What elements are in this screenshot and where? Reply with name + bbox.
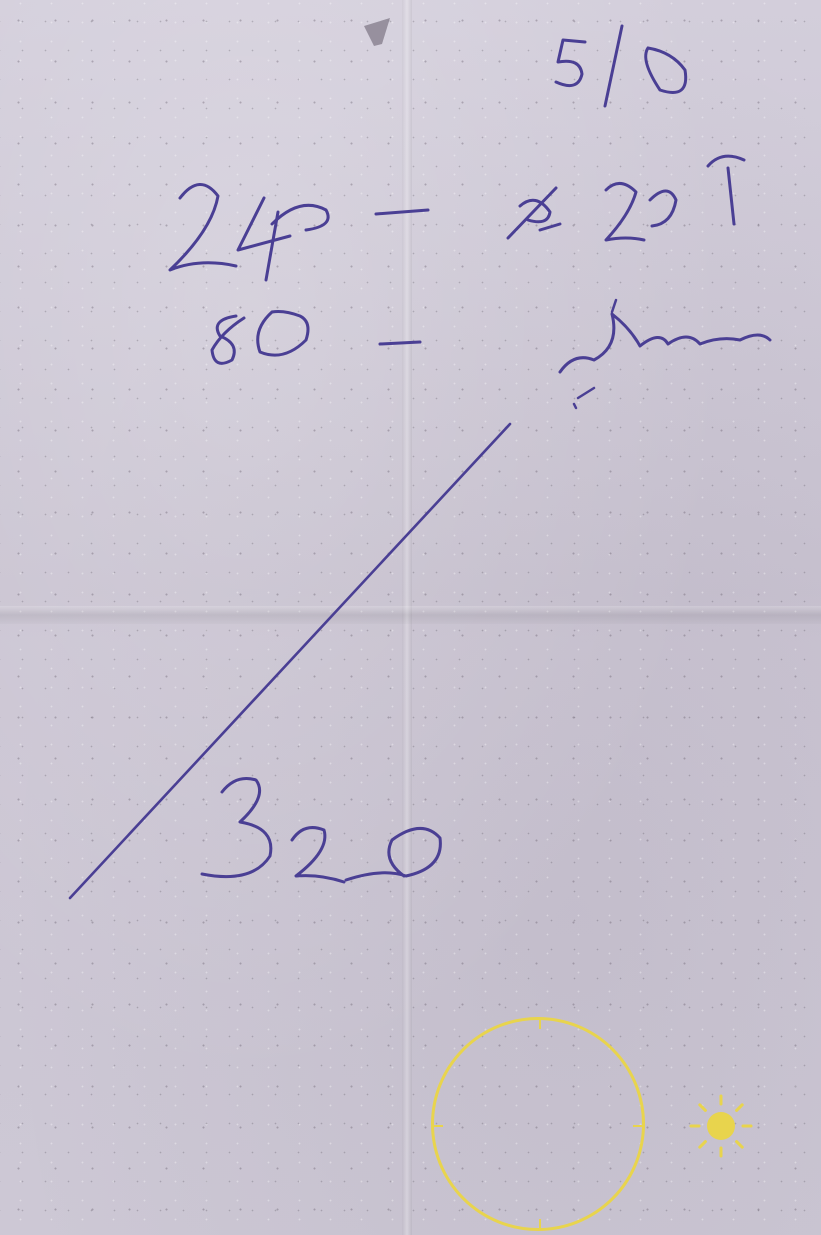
focus-tick-bottom [539,1219,541,1230]
focus-tick-top [539,1018,541,1029]
focus-tick-right [633,1125,644,1127]
focus-ring[interactable] [431,1017,645,1231]
note-total-stroke [70,424,510,898]
sun-icon [687,1092,755,1160]
note-line-1 [170,156,744,280]
exposure-button[interactable] [687,1092,755,1160]
note-line-2 [212,300,770,408]
focus-tick-left [432,1125,443,1127]
note-total [202,779,440,883]
note-date [556,26,686,106]
